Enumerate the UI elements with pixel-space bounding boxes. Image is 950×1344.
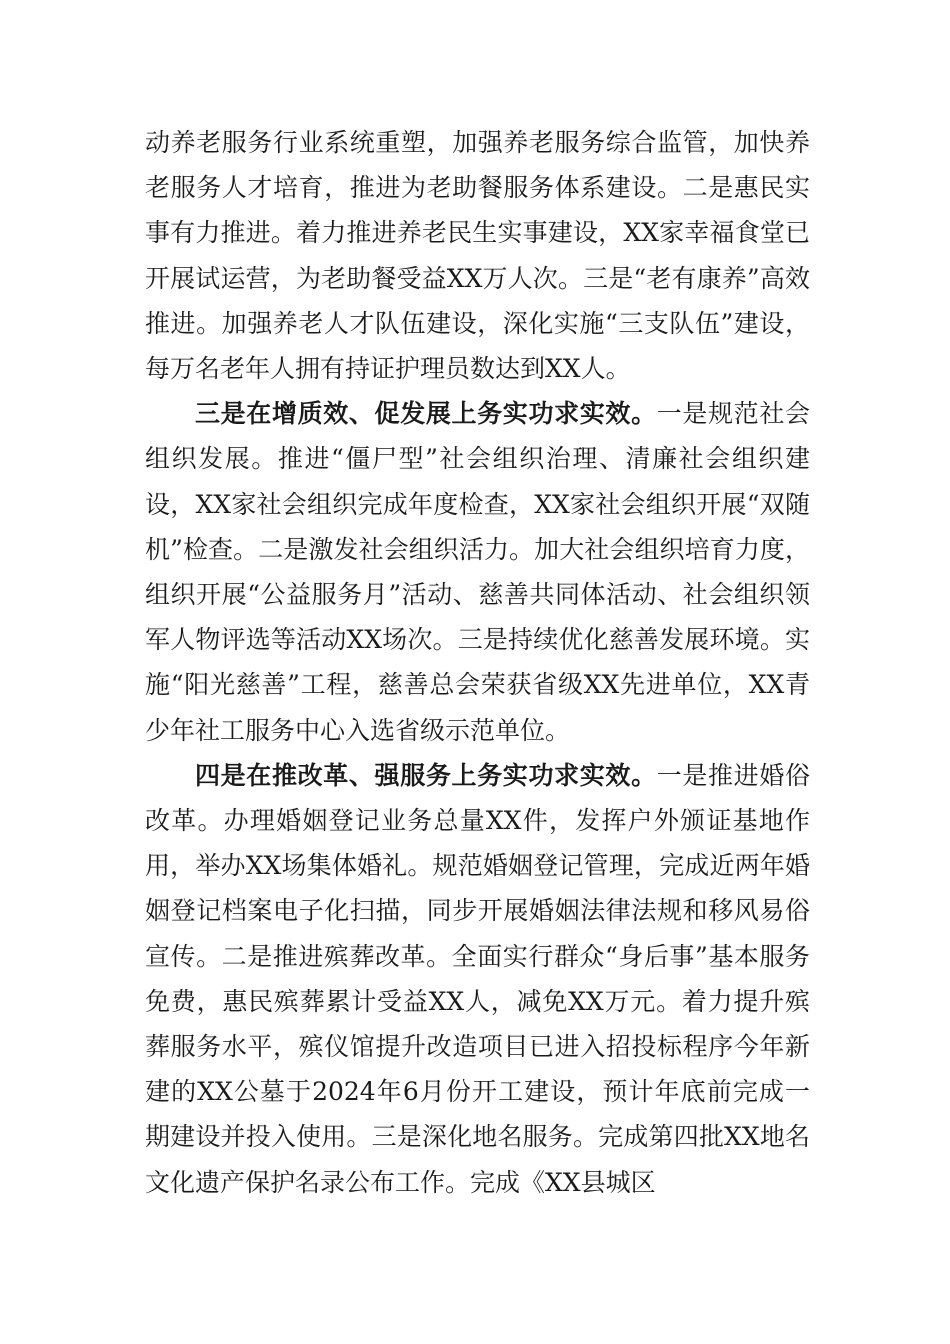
paragraph-2-text: 一是规范社会组织发展。推进“僵尸型”社会组织治理、清廉社会组织建设，XX家社会组织完成年度检查，XX家社会组织开展“双随机”检查。二是激发社会组织活力。加大社会组织培育力度，组织开展“公益服务月”活动、慈善共同体活动、社会组织领军人物评选等活动XX场次。三是持续优化慈善发展环境。实施“阳光慈善”工程，慈善总会荣获省级XX先进单位，XX青少年社工服务中心入选省级示范单位。 (145, 399, 810, 745)
paragraph-1 (145, 120, 810, 391)
document-body (145, 120, 810, 1205)
paragraph-2 (145, 391, 810, 753)
paragraph-3 (145, 753, 810, 1205)
paragraph-2-heading: 三是在增质效、促发展上务实功求实效。 (195, 399, 657, 429)
paragraph-3-heading: 四是在推改革、强服务上务实功求实效。 (195, 760, 657, 790)
paragraph-3-text: 一是推进婚俗改革。办理婚姻登记业务总量XX件，发挥户外颁证基地作用，举办XX场集体婚礼。规范婚姻登记管理，完成近两年婚姻登记档案电子化扫描，同步开展婚姻法律法规和移风易俗宣传。二是推进殡葬改革。全面实行群众“身后事”基本服务免费，惠民殡葬累计受益XX人，减免XX万元。着力提升殡葬服务水平，殡仪馆提升改造项目已进入招投标程序今年新建的XX公墓于2024年6月份开工建设，预计年底前完成一期建设并投入使用。三是深化地名服务。完成第四批XX地名文化遗产保护名录公布工作。完成《XX县城区 (145, 760, 810, 1197)
paragraph-1-text: 动养老服务行业系统重塑，加强养老服务综合监管，加快养老服务人才培育，推进为老助餐服务体系建设。二是惠民实事有力推进。着力推进养老民生实事建设，XX家幸福食堂已开展试运营，为老助餐受益XX万人次。三是“老有康养”高效推进。加强养老人才队伍建设，深化实施“三支队伍”建设，每万名老年人拥有持证护理员数达到XX人。 (145, 128, 810, 384)
